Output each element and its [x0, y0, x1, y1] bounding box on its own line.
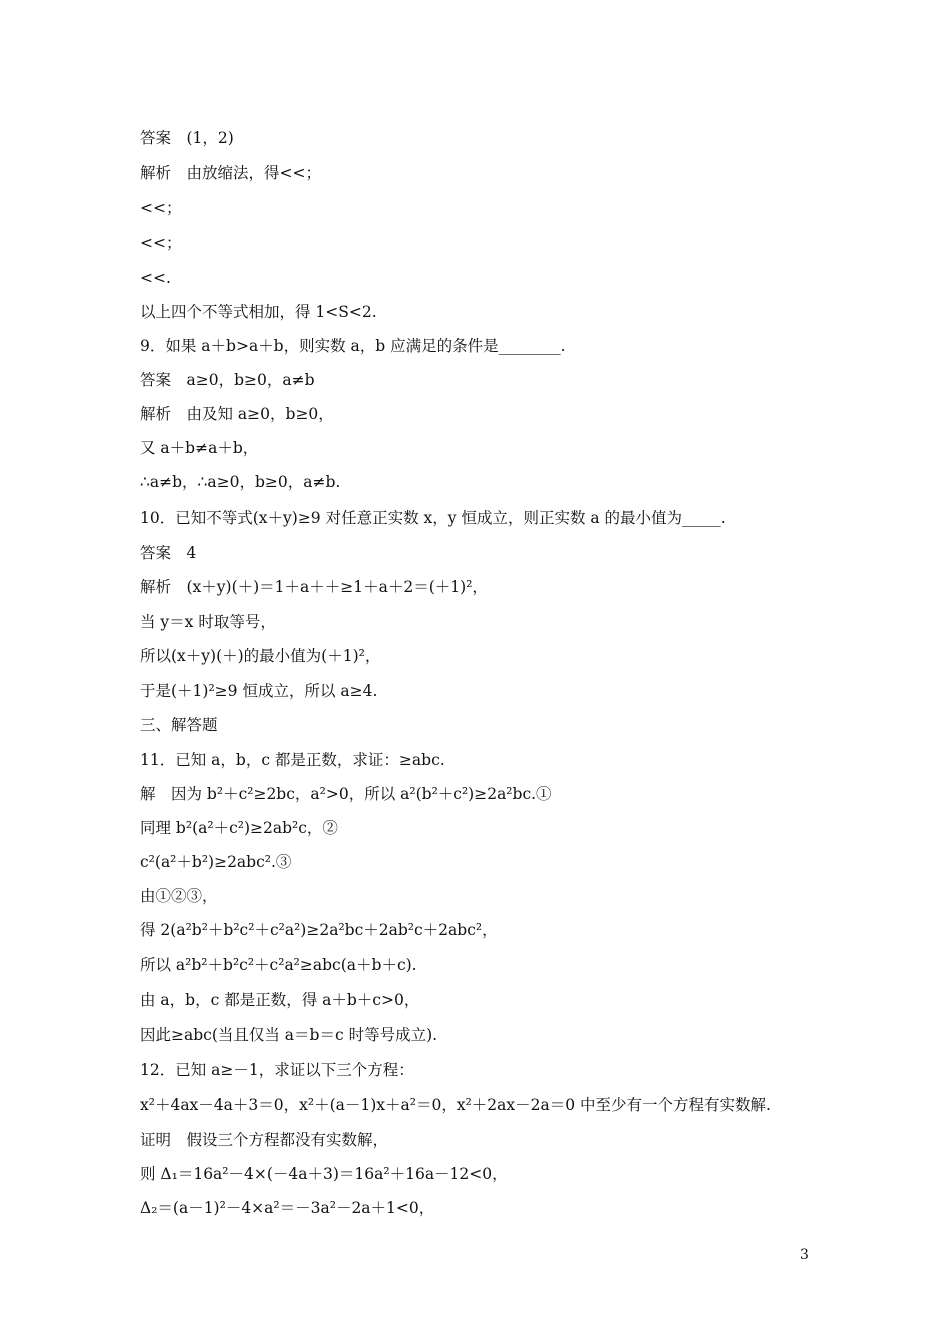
- question-11: 11．已知 a，b，c 都是正数，求证：≥abc.: [140, 751, 445, 769]
- question-10: 10．已知不等式(x＋y)≥9 对任意正实数 x，y 恒成立，则正实数 a 的最小值为_____.: [140, 509, 726, 527]
- question-12-equations: x²＋4ax－4a＋3＝0，x²＋(a－1)x＋a²＝0，x²＋2ax－2a＝0 中至少有一个方程有实数解.: [140, 1096, 771, 1114]
- solution-11-step-6: 由 a，b，c 都是正数，得 a＋b＋c>0，: [140, 991, 420, 1009]
- solution-11-step-3: 由①②③，: [140, 887, 218, 905]
- solution-11-step-1: 同理 b²(a²＋c²)≥2ab²c，②: [140, 819, 338, 837]
- analysis-8-step-2: <<；: [140, 234, 182, 252]
- solution-11-step-4: 得 2(a²b²＋b²c²＋c²a²)≥2a²bc＋2ab²c＋2abc²，: [140, 921, 498, 939]
- analysis-10-conclusion: 于是(＋1)²≥9 恒成立，所以 a≥4.: [140, 682, 378, 700]
- solution-11-conclusion: 因此≥abc(当且仅当 a＝b＝c 时等号成立).: [140, 1026, 438, 1044]
- analysis-9-step-1: 又 a＋b≠a＋b，: [140, 439, 259, 457]
- page-number: 3: [800, 1247, 809, 1263]
- section-heading: 三、解答题: [140, 716, 218, 734]
- solution-11: 解 因为 b²＋c²≥2bc，a²>0，所以 a²(b²＋c²)≥2a²bc.①: [140, 785, 552, 803]
- answer-9: 答案 a≥0，b≥0，a≠b: [140, 371, 315, 389]
- solution-11-step-2: c²(a²＋b²)≥2abc².③: [140, 853, 292, 871]
- proof-12-step-1: 则 Δ₁＝16a²－4×(－4a＋3)＝16a²＋16a－12<0，: [140, 1165, 508, 1183]
- solution-11-step-5: 所以 a²b²＋b²c²＋c²a²≥abc(a＋b＋c).: [140, 956, 417, 974]
- question-12: 12．已知 a≥－1，求证以下三个方程：: [140, 1061, 414, 1079]
- analysis-10-step-1: 当 y＝x 时取等号，: [140, 613, 276, 631]
- question-9: 9．如果 a＋b>a＋b，则实数 a，b 应满足的条件是________.: [140, 337, 566, 355]
- analysis-8-step-1: <<；: [140, 199, 182, 217]
- proof-12-step-2: Δ₂＝(a－1)²－4×a²＝－3a²－2a＋1<0，: [140, 1199, 435, 1217]
- analysis-8-step-3: <<.: [140, 269, 171, 287]
- proof-12: 证明 假设三个方程都没有实数解，: [140, 1131, 389, 1149]
- analysis-8: 解析 由放缩法，得<<；: [140, 164, 321, 182]
- analysis-9-conclusion: ∴a≠b，∴a≥0，b≥0，a≠b.: [140, 473, 341, 491]
- analysis-10-step-2: 所以(x＋y)(＋)的最小值为(＋1)²，: [140, 647, 381, 665]
- analysis-10: 解析 (x＋y)(＋)＝1＋a＋＋≥1＋a＋2＝(＋1)²，: [140, 578, 488, 596]
- analysis-8-conclusion: 以上四个不等式相加，得 1<S<2.: [140, 303, 377, 321]
- answer-8: 答案 (1，2): [140, 129, 234, 147]
- answer-10: 答案 4: [140, 544, 197, 562]
- analysis-9: 解析 由及知 a≥0，b≥0，: [140, 405, 334, 423]
